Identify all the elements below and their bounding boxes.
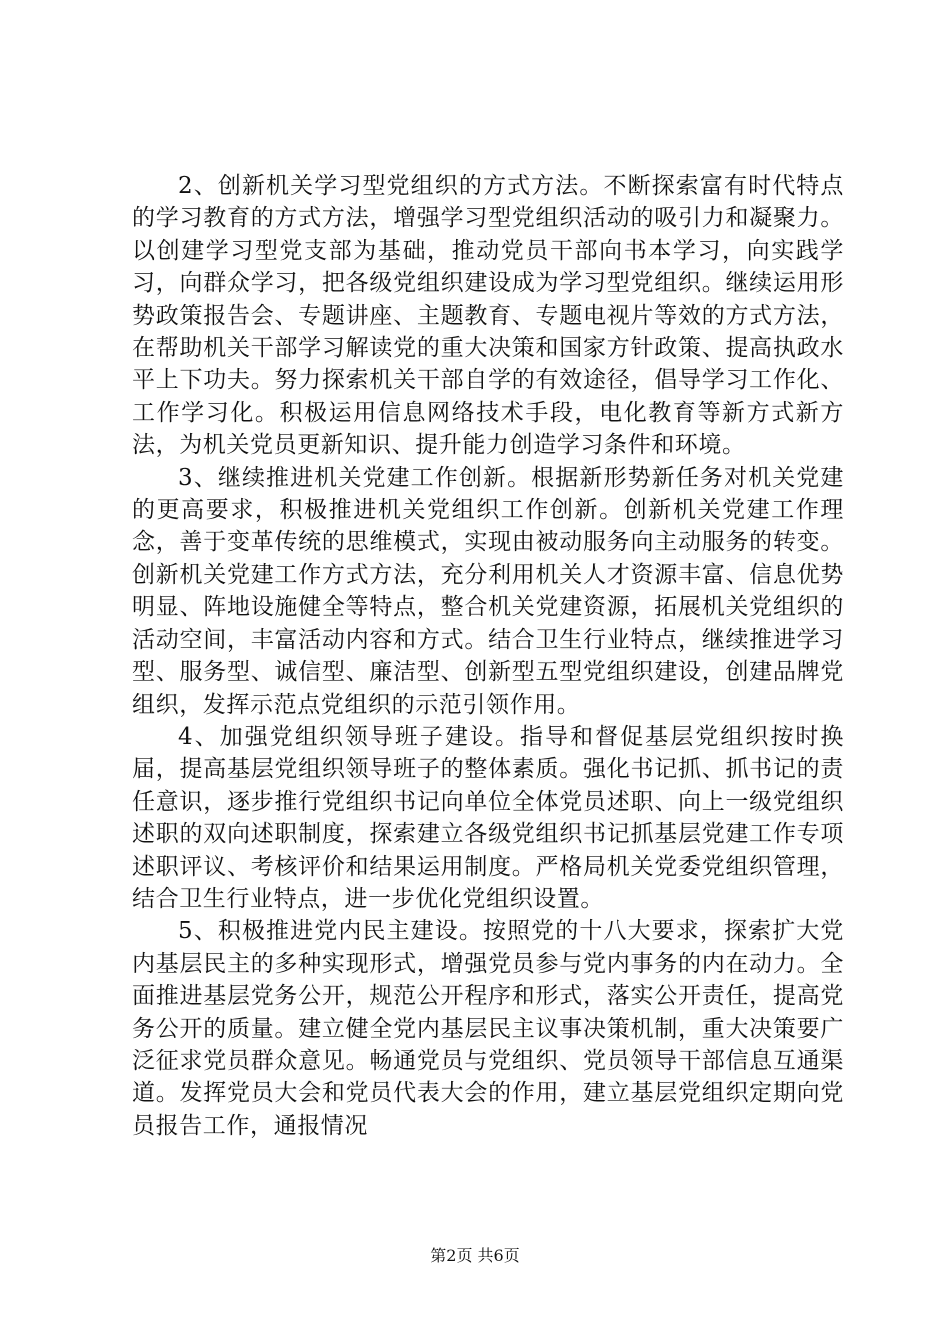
paragraph-5: 5、积极推进党内民主建设。按照党的十八大要求，探索扩大党内基层民主的多种实现形式，增强党员参与党内事务的内在动力。全面推进基层党务公开，规范公开程序和形式，落实公开责任，提高党务公开的质量。建立健全党内基层民主议事决策机制，重大决策要广泛征求党员群众意见。畅通党员与党组织、党员领导干部信息互通渠道。发挥党员大会和党员代表大会的作用，建立基层党组织定期向党员报告工作，通报情况 bbox=[132, 918, 844, 1139]
paragraph-2: 2、创新机关学习型党组织的方式方法。不断探索富有时代特点的学习教育的方式方法，增强学习型党组织活动的吸引力和凝聚力。以创建学习型党支部为基础，推动党员干部向书本学习，向实践学习，向群众学习，把各级党组织建设成为学习型党组织。继续运用形势政策报告会、专题讲座、主题教育、专题电视片等效的方式方法，在帮助机关干部学习解读党的重大决策和国家方针政策、提高执政水平上下功夫。努力探索机关干部自学的有效途径，倡导学习工作化、工作学习化。积极运用信息网络技术手段，电化教育等新方式新方法，为机关党员更新知识、提升能力创造学习条件和环境。 bbox=[132, 173, 844, 459]
page-footer: 第2页 共6页 bbox=[430, 1246, 520, 1265]
paragraph-3: 3、继续推进机关党建工作创新。根据新形势新任务对机关党建的更高要求，积极推进机关党组织工作创新。创新机关党建工作理念，善于变革传统的思维模式，实现由被动服务向主动服务的转变。创新机关党建工作方式方法，充分利用机关人才资源丰富、信息优势明显、阵地设施健全等特点，整合机关党建资源，拓展机关党组织的活动空间，丰富活动内容和方式。结合卫生行业特点，继续推进学习型、服务型、诚信型、廉洁型、创新型五型党组织建设，创建品牌党组织，发挥示范点党组织的示范引领作用。 bbox=[132, 464, 844, 718]
paragraph-4: 4、加强党组织领导班子建设。指导和督促基层党组织按时换届，提高基层党组织领导班子的整体素质。强化书记抓、抓书记的责任意识，逐步推行党组织书记向单位全体党员述职、向上一级党组织述职的双向述职制度，探索建立各级党组织书记抓基层党建工作专项述职评议、考核评价和结果运用制度。严格局机关党委党组织管理，结合卫生行业特点，进一步优化党组织设置。 bbox=[132, 723, 844, 912]
document-body bbox=[132, 170, 844, 1142]
